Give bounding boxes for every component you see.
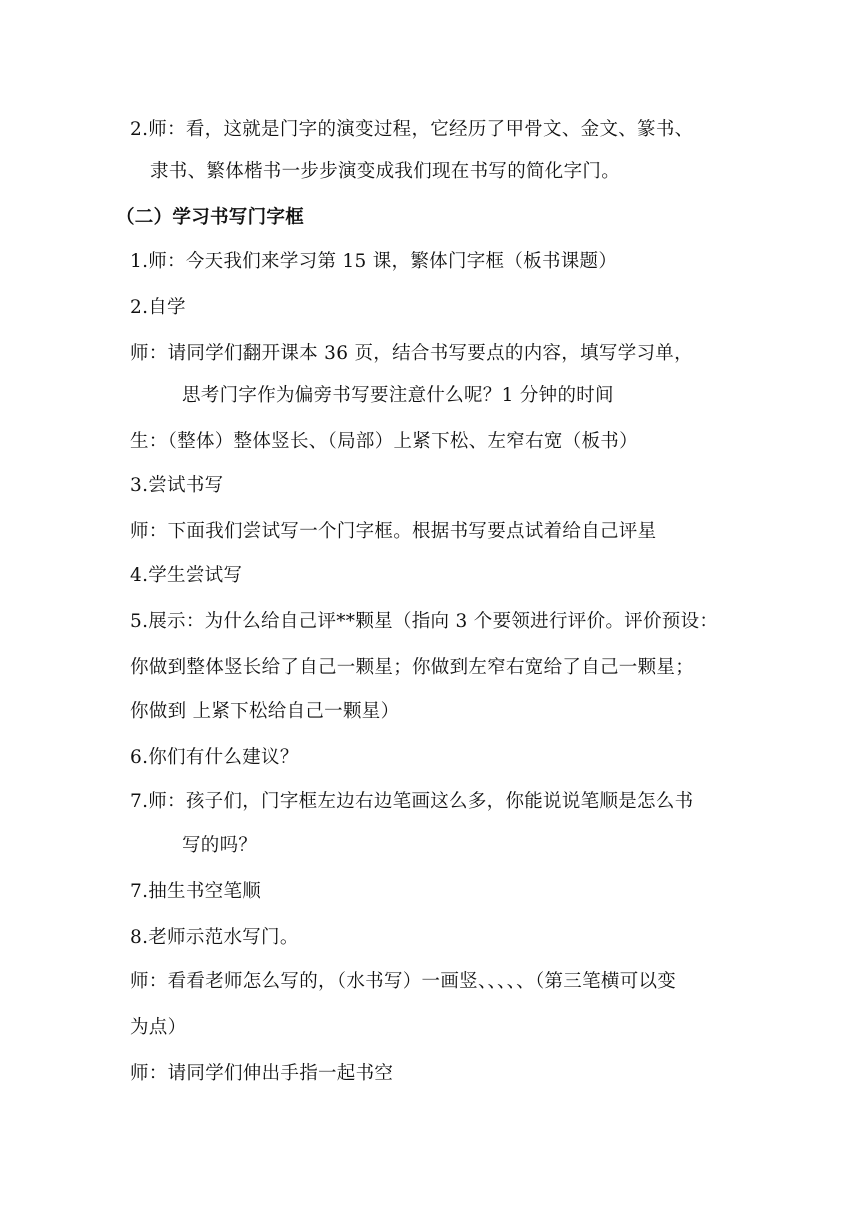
text-line-3: 1.师：今天我们来学习第 15 课，繁体门字框（板书课题） <box>130 251 618 272</box>
text-line-14: 6.你们有什么建议？ <box>130 747 299 768</box>
section-heading: （二）学习书写门字框 <box>116 207 305 228</box>
text-line-13: 你做到 上紧下松给自己一颗星） <box>130 701 400 722</box>
text-line-6: 思考门字作为偏旁书写要注意什么呢？1 分钟的时间 <box>182 385 614 406</box>
text-line-16: 写的吗？ <box>182 835 258 856</box>
text-line-2: 隶书、繁体楷书一步步演变成我们现在书写的简化字门。 <box>150 161 621 182</box>
text-line-4: 2.自学 <box>130 297 186 318</box>
text-line-20: 为点） <box>130 1017 187 1038</box>
text-line-18: 8.老师示范水写门。 <box>130 927 299 948</box>
text-line-10: 4.学生尝试写 <box>130 565 243 586</box>
text-line-11: 5.展示：为什么给自己评**颗星（指向 3 个要领进行评价。评价预设： <box>130 611 719 632</box>
text-line-19: 师：看看老师怎么写的，（水书写）一画竖、、、、、（第三笔横可以变 <box>130 971 677 992</box>
text-line-17: 7.抽生书空笔顺 <box>130 881 262 902</box>
text-line-7: 生：（整体）整体竖长、（局部）上紧下松、左窄右宽（板书） <box>130 431 638 452</box>
text-line-8: 3.尝试书写 <box>130 475 224 496</box>
text-line-1: 2.师：看，这就是门字的演变过程，它经历了甲骨文、金文、篆书、 <box>130 119 694 140</box>
text-line-5: 师：请同学们翻开课本 36 页，结合书写要点的内容，填写学习单， <box>130 343 693 364</box>
text-line-21: 师：请同学们伸出手指一起书空 <box>130 1063 394 1084</box>
text-line-12: 你做到整体竖长给了自己一颗星；你做到左窄右宽给了自己一颗星； <box>130 657 695 678</box>
text-line-9: 师：下面我们尝试写一个门字框。根据书写要点试着给自己评星 <box>130 521 657 542</box>
text-line-15: 7.师：孩子们，门字框左边右边笔画这么多，你能说说笔顺是怎么书 <box>130 791 694 812</box>
